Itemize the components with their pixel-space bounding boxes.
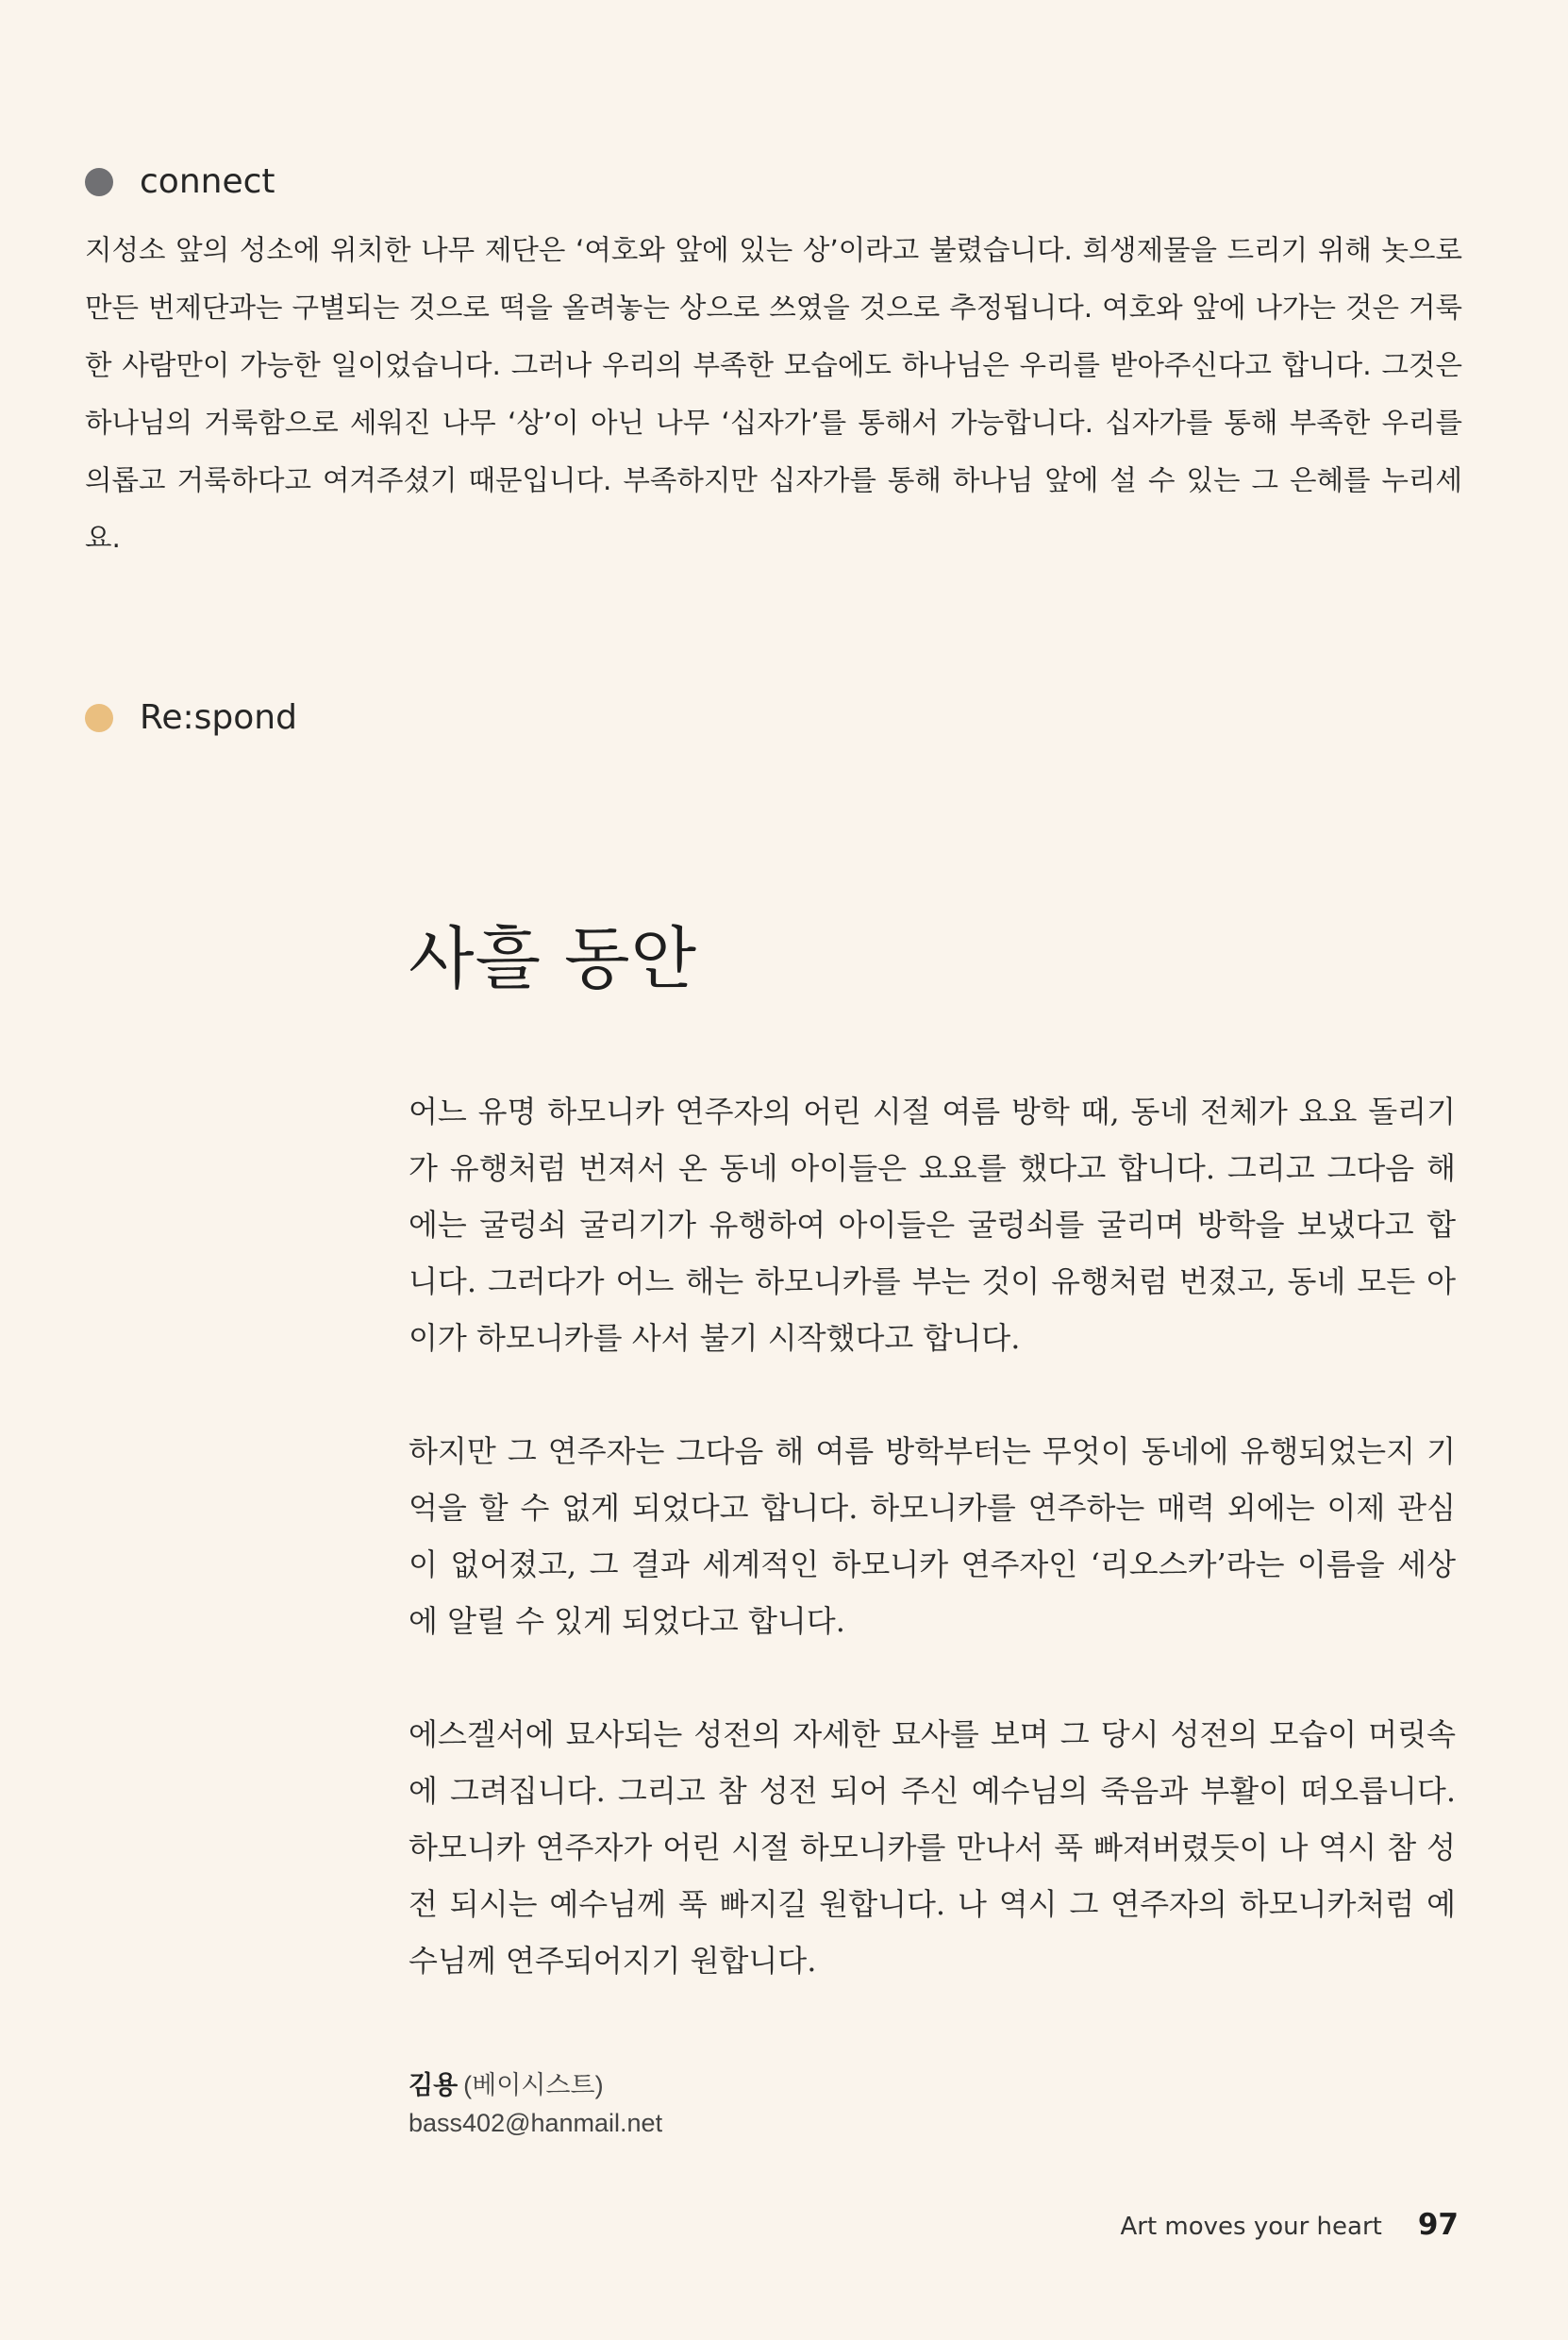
connect-paragraph: 지성소 앞의 성소에 위치한 나무 제단은 ‘여호와 앞에 있는 상’이라고 불렸습니다. 희생제물을 드리기 위해 놋으로 만든 번제단과는 구별되는 것으로 떡을 올려놓는 상으로 쓰였을 것으로 추정됩니다. 여호와 앞에 나가는 것은 거룩한 사람만이 가능한 일이었습니다. 그러나 우리의 부족한 모습에도 하나님은 우리를 받아주신다고 합니다. 그것은 하나님의 거룩함으로 세워진 나무 ‘상’이 아닌 나무 ‘십자가’를 통해서 가능합니다. 십자가를 통해 부족한 우리를 의롭고 거룩하다고 여겨주셨기 때문입니다. 부족하지만 십자가를 통해 하나님 앞에 설 수 있는 그 은혜를 누리세요. — [85, 234, 1462, 554]
connect-heading-label: connect — [140, 162, 275, 201]
article-paragraph: 에스겔서에 묘사되는 성전의 자세한 묘사를 보며 그 당시 성전의 모습이 머릿속에 그려집니다. 그리고 참 성전 되어 주신 예수님의 죽음과 부활이 떠오릅니다. 하모니카 연주자가 어린 시절 하모니카를 만나서 푹 빠져버렸듯이 나 역시 참 성전 되시는 예수님께 푹 빠지길 원합니다. 나 역시 그 연주자의 하모니카처럼 예수님께 연주되어지기 원합니다. — [409, 1716, 1456, 1979]
author-role: (베이시스트) — [463, 2071, 604, 2099]
author-block — [409, 2066, 662, 2142]
connect-heading — [85, 162, 275, 201]
article-body — [409, 1083, 1456, 2046]
respond-heading — [85, 698, 297, 737]
page-footer — [1120, 2208, 1459, 2242]
article-title: 사흘 동안 — [409, 919, 698, 998]
footer-tagline: Art moves your heart — [1120, 2213, 1382, 2241]
respond-bullet-icon — [85, 704, 113, 732]
article-paragraph: 하지만 그 연주자는 그다음 해 여름 방학부터는 무엇이 동네에 유행되었는지 기억을 할 수 없게 되었다고 합니다. 하모니카를 연주하는 매력 외에는 이제 관심이 없어졌고, 그 결과 세계적인 하모니카 연주자인 ‘리오스카’라는 이름을 세상에 알릴 수 있게 되었다고 합니다. — [409, 1433, 1456, 1639]
article-paragraph: 어느 유명 하모니카 연주자의 어린 시절 여름 방학 때, 동네 전체가 요요 돌리기가 유행처럼 번져서 온 동네 아이들은 요요를 했다고 합니다. 그리고 그다음 해에는 굴렁쇠 굴리기가 유행하여 아이들은 굴렁쇠를 굴리며 방학을 보냈다고 합니다. 그러다가 어느 해는 하모니카를 부는 것이 유행처럼 번졌고, 동네 모든 아이가 하모니카를 사서 불기 시작했다고 합니다. — [409, 1094, 1456, 1356]
author-line — [409, 2066, 662, 2104]
connect-bullet-icon — [85, 168, 113, 196]
respond-heading-label: Re:spond — [140, 698, 297, 737]
page-number: 97 — [1417, 2208, 1459, 2242]
author-name: 김용 — [409, 2071, 459, 2099]
author-email: bass402@hanmail.net — [409, 2109, 663, 2137]
